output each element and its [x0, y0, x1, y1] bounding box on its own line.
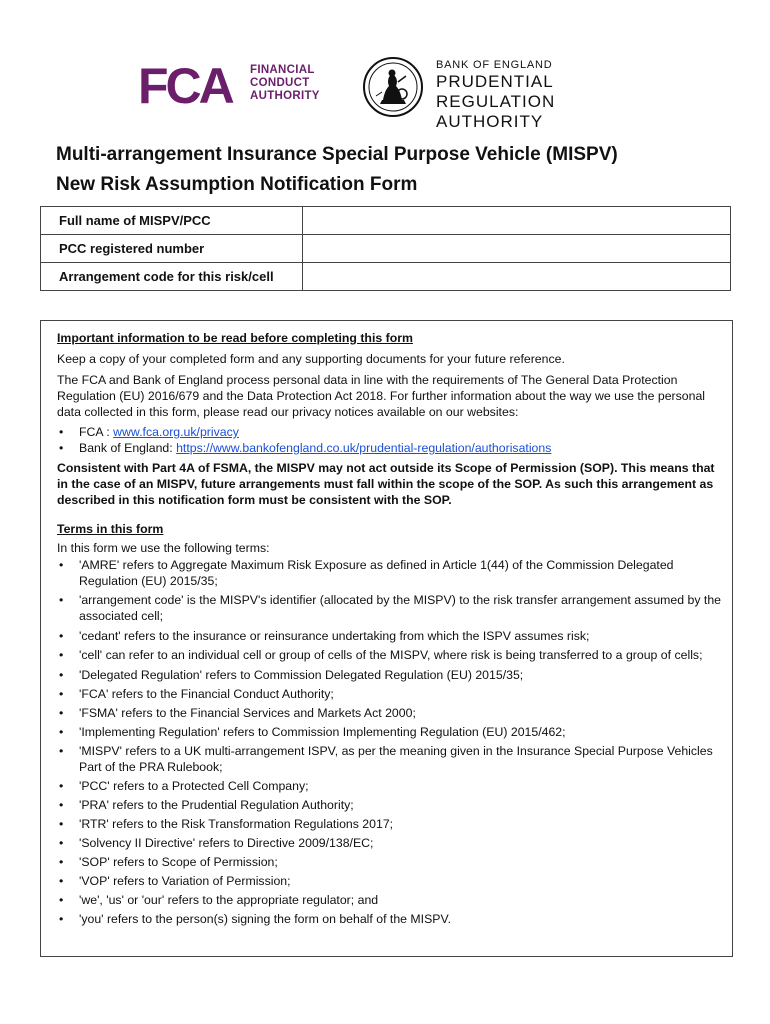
data-protection-text: The FCA and Bank of England process personal data in line with the requirements of The General Data Protection Regulation (EU) 2016/679 and the Data Protection Act 2018. For further information about the way we use the personal data collected in this form, please read our privacy notices available on our websites:: [57, 373, 706, 419]
list-item: • 'PRA' refers to the Prudential Regulation Authority;: [57, 797, 725, 813]
terms-intro: In this form we use the following terms:: [57, 541, 270, 555]
table-row: [41, 263, 731, 291]
boe-pra-logo-text: [436, 58, 672, 132]
list-item: • 'FSMA' refers to the Financial Services and Markets Act 2000;: [57, 705, 725, 721]
link-prefix: FCA :: [79, 425, 114, 439]
important-info-heading: Important information to be read before completing this form: [57, 331, 413, 345]
fca-logo-line: CONDUCT: [250, 77, 310, 89]
boe-authorisations-link[interactable]: https://www.bankofengland.co.uk/prudential-regulation/authorisations: [176, 441, 552, 455]
fca-logo: [138, 58, 338, 114]
mispv-name-input[interactable]: [303, 207, 731, 235]
britannia-seal-icon: [362, 56, 424, 118]
list-item: • 'Solvency II Directive' refers to Directive 2009/138/EC;: [57, 835, 725, 851]
list-item: • 'we', 'us' or 'our' refers to the appropriate regulator; and: [57, 892, 725, 908]
list-item: [57, 440, 725, 456]
link-prefix: Bank of England:: [79, 441, 177, 455]
fca-logo-mark: FCA: [138, 58, 232, 114]
privacy-links-list: [57, 424, 725, 456]
field-label: Arrangement code for this risk/cell: [41, 263, 303, 291]
page-title: [56, 140, 618, 200]
field-label: Full name of MISPV/PCC: [41, 207, 303, 235]
list-item: • 'MISPV' refers to a UK multi-arrangement ISPV, as per the meaning given in the Insurance Special Purpose Vehicles Part of the PRA Rulebook;: [57, 743, 725, 775]
list-item: • 'RTR' refers to the Risk Transformation Regulations 2017;: [57, 816, 725, 832]
terms-heading: Terms in this form: [57, 522, 164, 536]
information-box: [40, 320, 733, 957]
page-header: [0, 0, 770, 131]
arrangement-code-input[interactable]: [303, 263, 731, 291]
terms-list: [57, 557, 725, 927]
sop-consistency-text: Consistent with Part 4A of FSMA, the MISPV may not act outside its Scope of Permission (SOP). This means that in the case of an MISPV, future arrangements must fall within the scope of the SOP. As such this arrangement as described in this notification form must be consistent with the SOP.: [57, 461, 715, 507]
fca-logo-line: AUTHORITY: [250, 90, 320, 102]
fca-logo-line: FINANCIAL: [250, 64, 315, 76]
list-item: • 'PCC' refers to a Protected Cell Company;: [57, 778, 725, 794]
list-item: • 'cell' can refer to an individual cell or group of cells of the MISPV, where risk is being transferred to a group of cells;: [57, 647, 725, 663]
field-label: PCC registered number: [41, 235, 303, 263]
list-item: • 'SOP' refers to Scope of Permission;: [57, 854, 725, 870]
pcc-number-input[interactable]: [303, 235, 731, 263]
keep-copy-text: Keep a copy of your completed form and any supporting documents for your future reference.: [57, 352, 565, 366]
list-item: • 'Delegated Regulation' refers to Commission Delegated Regulation (EU) 2015/35;: [57, 667, 725, 683]
details-table: [40, 206, 731, 291]
table-row: [41, 207, 731, 235]
list-item: • 'AMRE' refers to Aggregate Maximum Risk Exposure as defined in Article 1(44) of the Commission Delegated Regulation (EU) 2015/35;: [57, 557, 725, 589]
title-line: New Risk Assumption Notification Form: [56, 174, 418, 195]
title-line: Multi-arrangement Insurance Special Purpose Vehicle (MISPV): [56, 144, 618, 165]
information-content: [57, 330, 725, 927]
fca-logo-text: [250, 64, 320, 103]
boe-logo-line: BANK OF ENGLAND: [436, 59, 553, 71]
boe-logo-line: PRUDENTIAL REGULATION: [436, 72, 556, 111]
boe-logo-line: AUTHORITY: [436, 112, 544, 131]
list-item: • 'VOP' refers to Variation of Permission;: [57, 873, 725, 889]
fca-privacy-link[interactable]: www.fca.org.uk/privacy: [113, 425, 239, 439]
list-item: • 'you' refers to the person(s) signing the form on behalf of the MISPV.: [57, 911, 725, 927]
boe-pra-logo: [362, 56, 672, 131]
list-item: • 'FCA' refers to the Financial Conduct Authority;: [57, 686, 725, 702]
list-item: • 'Implementing Regulation' refers to Commission Implementing Regulation (EU) 2015/462;: [57, 724, 725, 740]
list-item: • 'cedant' refers to the insurance or reinsurance undertaking from which the ISPV assumes risk;: [57, 628, 725, 644]
list-item: • 'arrangement code' is the MISPV's identifier (allocated by the MISPV) to the risk transfer arrangement assumed by the associated cell;: [57, 592, 725, 624]
table-row: [41, 235, 731, 263]
list-item: [57, 424, 725, 440]
